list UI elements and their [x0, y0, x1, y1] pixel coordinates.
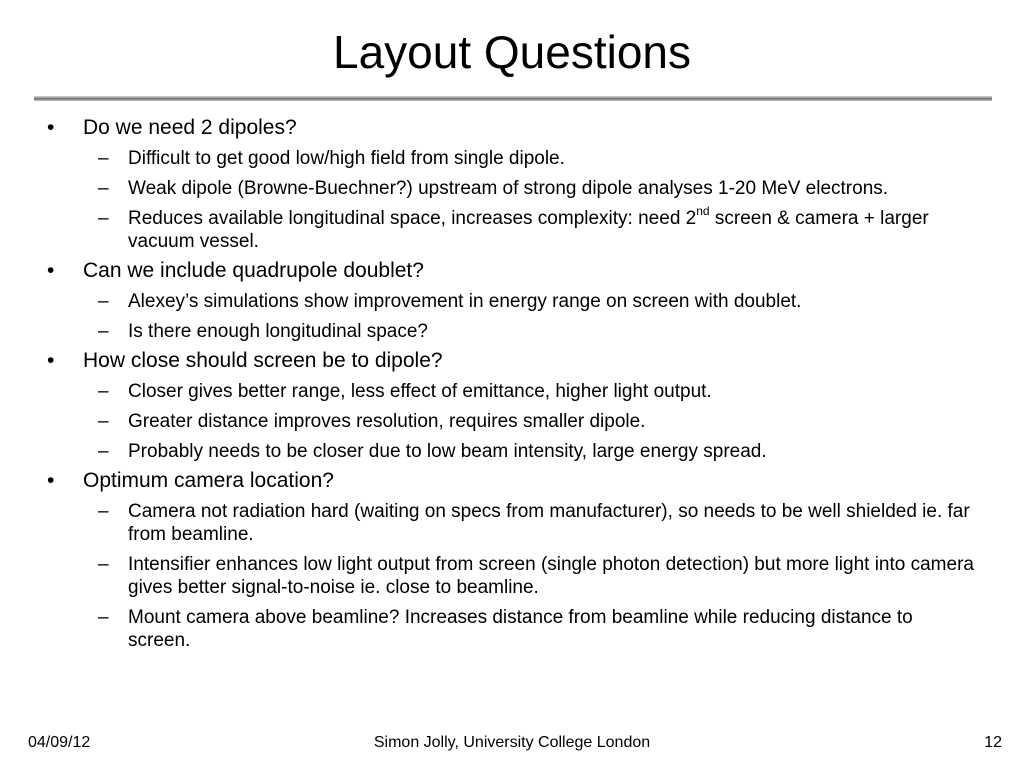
sub-bullet-text: Camera not radiation hard (waiting on specs from manufacturer), so needs to be well shielded ie. far from beamline.: [128, 501, 970, 545]
bullet-text: Do we need 2 dipoles?: [83, 116, 297, 139]
footer-author: Simon Jolly, University College London: [373, 734, 651, 751]
sub-bullet-text: Alexey’s simulations show improvement in energy range on screen with doublet.: [128, 291, 802, 312]
sub-bullet: [0, 606, 1024, 652]
sub-bullet-text: Difficult to get good low/high field from single dipole.: [128, 148, 565, 169]
slide-title: Layout Questions: [332, 26, 691, 78]
sub-bullet: [0, 380, 1024, 403]
bullet-dot: •: [47, 469, 55, 492]
bullet-text: Optimum camera location?: [83, 469, 334, 492]
sub-bullet: [0, 553, 1024, 599]
dash-marker: –: [98, 321, 109, 342]
sub-bullet-text: Closer gives better range, less effect of emittance, higher light output.: [128, 381, 712, 402]
sub-bullet: [0, 147, 1024, 170]
dash-marker: –: [98, 208, 109, 229]
slide-body: [0, 110, 1024, 652]
dash-marker: –: [98, 178, 109, 199]
page-number: 12: [984, 734, 1002, 751]
dash-marker: –: [98, 148, 109, 169]
sub-bullet-text-pre: Reduces available longitudinal space, increases complexity: need 2: [128, 208, 697, 229]
sub-bullet-text: Probably needs to be closer due to low beam intensity, large energy spread.: [128, 441, 767, 462]
sub-bullet-text: Mount camera above beamline? Increases distance from beamline while reducing distance to screen.: [128, 607, 913, 651]
sub-bullet-text-post: screen & camera + larger vacuum vessel.: [128, 208, 929, 252]
bullet-camera-location: [0, 468, 1024, 493]
dash-marker: –: [98, 411, 109, 432]
bullet-text: Can we include quadrupole doublet?: [83, 259, 424, 282]
bullet-dot: •: [47, 349, 55, 372]
sub-bullet: [0, 410, 1024, 433]
dash-marker: –: [98, 381, 109, 402]
ordinal-superscript: nd: [696, 203, 710, 218]
footer-date: 04/09/12: [28, 734, 91, 751]
title-divider: [34, 96, 992, 101]
dash-marker: –: [98, 291, 109, 312]
sub-bullet-text: Is there enough longitudinal space?: [128, 321, 429, 342]
sub-bullet-text: Weak dipole (Browne-Buechner?) upstream of strong dipole analyses 1-20 MeV electrons.: [128, 178, 889, 199]
sub-bullet: [0, 290, 1024, 313]
sub-bullet-text: Greater distance improves resolution, requires smaller dipole.: [128, 411, 646, 432]
sub-bullet: [0, 203, 1024, 253]
sub-bullet: [0, 177, 1024, 200]
sub-bullet: [0, 440, 1024, 463]
sub-bullet-text: Intensifier enhances low light output from screen (single photon detection) but more light into camera gives better signal-to-noise ie. close to beamline.: [128, 554, 974, 598]
dash-marker: –: [98, 441, 109, 462]
sub-bullet: [0, 320, 1024, 343]
bullet-dipoles: [0, 115, 1024, 140]
bullet-screen-distance: [0, 348, 1024, 373]
bullet-text: How close should screen be to dipole?: [83, 349, 443, 372]
dash-marker: –: [98, 501, 109, 522]
bullet-quadrupole: [0, 258, 1024, 283]
bullet-dot: •: [47, 259, 55, 282]
dash-marker: –: [98, 607, 109, 628]
bullet-dot: •: [47, 116, 55, 139]
dash-marker: –: [98, 554, 109, 575]
sub-bullet: [0, 500, 1024, 546]
